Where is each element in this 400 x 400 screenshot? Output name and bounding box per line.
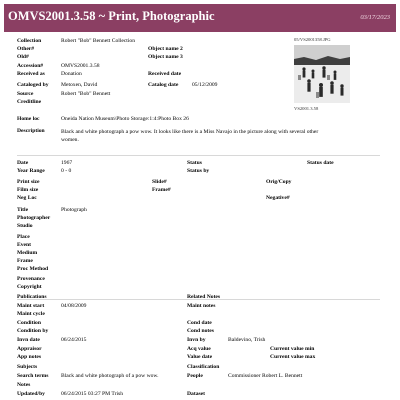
description-value: Black and white photograph a pow wow. It looks like there is a Miss Navajo in the picture along with several other women. — [61, 129, 319, 144]
maint-cycle-label: Maint cycle — [17, 311, 45, 317]
related-notes-label: Related Notes — [187, 294, 221, 300]
current-value-max-label: Current value max — [270, 354, 316, 360]
status-date-label: Status date — [307, 160, 334, 166]
frame-number-label: Frame# — [152, 187, 171, 193]
source-value: Robert "Bob" Bennett — [61, 91, 111, 97]
provenance-label: Provenance — [17, 276, 45, 282]
slide-number-label: Slide# — [152, 179, 167, 185]
received-as-label: Received as — [17, 71, 45, 77]
accession-label: Accession# — [17, 63, 44, 69]
year-range-value: 0 - 0 — [61, 168, 72, 174]
description-label: Description — [17, 128, 45, 134]
collection-value: Robert "Bob" Bennett Collection — [61, 38, 136, 44]
appraisor-label: Appraisor — [17, 346, 42, 352]
place-label: Place — [17, 234, 30, 240]
search-terms-value: Black and white photograph of a pow wow. — [61, 373, 159, 379]
received-as-value: Donation — [61, 71, 82, 77]
date-label: Date — [17, 160, 29, 166]
accession-value: OMVS2001.3.58 — [61, 63, 100, 69]
old-number-label: Old# — [17, 54, 29, 60]
event-label: Event — [17, 242, 31, 248]
cataloged-by-label: Cataloged by — [17, 82, 49, 88]
title-value: Photograph — [61, 207, 87, 213]
home-location-label: Home loc — [17, 116, 40, 122]
condition-label: Condition — [17, 320, 41, 326]
object-photo[interactable] — [294, 45, 350, 103]
updated-by-label: Updated/by — [17, 391, 45, 397]
invn-by-value: Baldevino, Trish — [228, 337, 266, 343]
publications-label: Publications — [17, 294, 47, 300]
people-label: People — [187, 373, 203, 379]
frame-label: Frame — [17, 258, 33, 264]
print-size-label: Print size — [17, 179, 40, 185]
medium-label: Medium — [17, 250, 38, 256]
app-notes-label: App notes — [17, 354, 42, 360]
maint-start-value: 04/08/2009 — [61, 303, 87, 309]
received-date-label: Received date — [148, 71, 182, 77]
print-date: 03/17/2023 — [360, 14, 390, 21]
subjects-label: Subjects — [17, 364, 38, 370]
title-label: Title — [17, 207, 29, 213]
status-by-label: Status by — [187, 168, 210, 174]
current-value-min-label: Current value min — [270, 346, 315, 352]
status-label: Status — [187, 160, 202, 166]
creditline-label: Creditline — [17, 99, 42, 105]
proc-method-label: Proc Method — [17, 266, 49, 272]
object-name-3-label: Object name 3 — [148, 54, 183, 60]
catalog-date-label: Catalog date — [148, 82, 179, 88]
negative-number-label: Negative# — [266, 195, 290, 201]
invn-date-label: Invn date — [17, 337, 40, 343]
photo-caption: VS2001.3.58 — [294, 106, 319, 111]
record-header — [4, 4, 396, 32]
source-label: Source — [17, 91, 34, 97]
dataset-label: Dataset — [187, 391, 206, 397]
maint-start-label: Maint start — [17, 303, 45, 309]
classification-label: Classification — [187, 364, 220, 370]
year-range-label: Year Range — [17, 168, 45, 174]
acq-value-label: Acq value — [187, 346, 211, 352]
maint-notes-label: Maint notes — [187, 303, 216, 309]
date-value: 1967 — [61, 160, 73, 166]
object-name-2-label: Object name 2 — [148, 46, 183, 52]
value-date-label: Value date — [187, 354, 213, 360]
home-location-value: Oneida Nation Museum\Photo Storage:1:4:Photo Box 26 — [61, 116, 189, 122]
search-terms-label: Search terms — [17, 373, 49, 379]
condition-by-label: Condition by — [17, 328, 49, 334]
pow-wow-photo-image — [294, 45, 350, 103]
film-size-label: Film size — [17, 187, 39, 193]
neg-loc-label: Neg Loc — [17, 195, 37, 201]
updated-by-value: 06/24/2015 03:27 PM Trish — [61, 391, 124, 397]
catalog-date-value: 05/12/2009 — [192, 82, 218, 88]
orig-copy-label: Orig/Copy — [266, 179, 292, 185]
people-value: Commissioner Robert L. Bennett — [228, 373, 303, 379]
invn-by-label: Invn by — [187, 337, 206, 343]
notes-label: Notes — [17, 382, 31, 388]
collection-label: Collection — [17, 38, 42, 44]
cataloged-by-value: Metoxen, David — [61, 82, 98, 88]
invn-date-value: 06/24/2015 — [61, 337, 87, 343]
other-number-label: Other# — [17, 46, 35, 52]
divider — [17, 155, 380, 156]
cond-date-label: Cond date — [187, 320, 212, 326]
studio-label: Studio — [17, 223, 33, 229]
photo-filename: 05/VS2001358.JPG — [294, 37, 331, 42]
photographer-label: Photographer — [17, 215, 51, 221]
divider — [17, 299, 380, 300]
copyright-label: Copyright — [17, 284, 42, 290]
record-title: OMVS2001.3.58 ~ Print, Photographic — [8, 9, 215, 23]
cond-notes-label: Cond notes — [187, 328, 214, 334]
